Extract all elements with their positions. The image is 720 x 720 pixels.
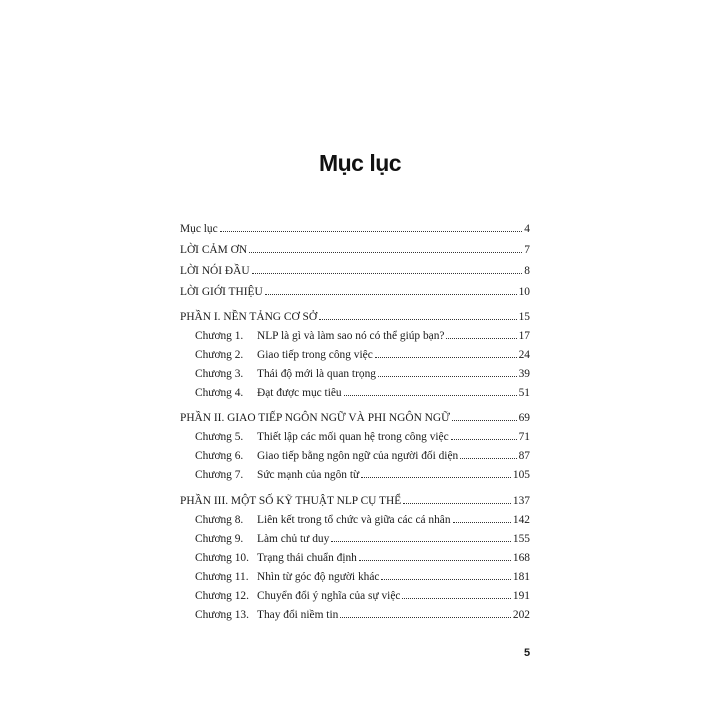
dot-leader bbox=[403, 499, 511, 504]
page-number: 5 bbox=[524, 647, 531, 659]
entry-page-number: 191 bbox=[512, 590, 530, 602]
toc-chapter-entry bbox=[195, 603, 530, 621]
entry-page-number: 202 bbox=[512, 609, 530, 621]
chapter-number: Chương 12. bbox=[195, 590, 249, 602]
entry-title: PHẦN III. MỘT SỐ KỸ THUẬT NLP CỤ THỂ bbox=[180, 495, 402, 507]
dot-leader bbox=[381, 575, 510, 580]
entry-title: Sức mạnh của ngôn từ bbox=[257, 469, 360, 481]
dot-leader bbox=[319, 315, 516, 320]
dot-leader bbox=[451, 435, 517, 440]
chapter-number: Chương 11. bbox=[195, 571, 249, 583]
dot-leader bbox=[452, 416, 517, 421]
chapter-number: Chương 1. bbox=[195, 330, 244, 342]
entry-page-number: 142 bbox=[512, 514, 530, 526]
entry-page-number: 168 bbox=[512, 552, 530, 564]
entry-title: Giao tiếp bằng ngôn ngữ của người đối diện bbox=[257, 450, 459, 462]
chapter-number: Chương 4. bbox=[195, 387, 244, 399]
dot-leader bbox=[331, 537, 511, 542]
entry-page-number: 7 bbox=[524, 244, 530, 256]
entry-title: LỜI GIỚI THIỆU bbox=[180, 286, 263, 298]
toc-entry bbox=[180, 280, 530, 298]
dot-leader bbox=[446, 334, 516, 339]
entry-page-number: 39 bbox=[518, 368, 530, 380]
entry-page-number: 71 bbox=[518, 431, 530, 443]
toc-entry bbox=[180, 259, 530, 277]
entry-page-number: 137 bbox=[512, 495, 530, 507]
toc-part-entry bbox=[180, 305, 530, 323]
toc-chapter-entry bbox=[195, 381, 530, 399]
chapter-number: Chương 7. bbox=[195, 469, 244, 481]
entry-page-number: 105 bbox=[512, 469, 530, 481]
page-title: Mục lục bbox=[318, 150, 402, 176]
dot-leader bbox=[402, 594, 510, 599]
chapter-number: Chương 3. bbox=[195, 368, 244, 380]
entry-title: Đạt được mục tiêu bbox=[257, 387, 342, 399]
entry-title: LỜI CẢM ƠN bbox=[180, 244, 248, 256]
dot-leader bbox=[359, 556, 511, 561]
chapter-number: Chương 9. bbox=[195, 533, 244, 545]
entry-page-number: 69 bbox=[518, 412, 530, 424]
entry-page-number: 155 bbox=[512, 533, 530, 545]
chapter-number: Chương 5. bbox=[195, 431, 244, 443]
entry-page-number: 4 bbox=[524, 223, 530, 235]
toc-entry bbox=[180, 238, 530, 256]
dot-leader bbox=[344, 391, 517, 396]
toc-chapter-entry bbox=[195, 444, 530, 462]
table-of-contents bbox=[180, 0, 530, 720]
entry-page-number: 87 bbox=[518, 450, 530, 462]
toc-chapter-entry bbox=[195, 463, 530, 481]
entry-title: Làm chủ tư duy bbox=[257, 533, 330, 545]
chapter-number: Chương 6. bbox=[195, 450, 244, 462]
dot-leader bbox=[265, 290, 517, 295]
entry-title: Mục lục bbox=[180, 223, 218, 235]
entry-page-number: 181 bbox=[512, 571, 530, 583]
entry-title: NLP là gì và làm sao nó có thể giúp bạn? bbox=[257, 330, 445, 342]
entry-page-number: 8 bbox=[524, 265, 530, 277]
toc-chapter-entry bbox=[195, 324, 530, 342]
dot-leader bbox=[220, 227, 523, 232]
entry-title: Chuyển đổi ý nghĩa của sự việc bbox=[257, 590, 401, 602]
chapter-number: Chương 13. bbox=[195, 609, 249, 621]
entry-page-number: 51 bbox=[518, 387, 530, 399]
entry-page-number: 10 bbox=[518, 286, 530, 298]
dot-leader bbox=[361, 473, 511, 478]
toc-chapter-entry bbox=[195, 565, 530, 583]
entry-page-number: 24 bbox=[518, 349, 530, 361]
entry-title: Thái độ mới là quan trọng bbox=[257, 368, 376, 380]
toc-chapter-entry bbox=[195, 527, 530, 545]
entry-title: Thay đổi niềm tin bbox=[257, 609, 339, 621]
entry-title: PHẦN I. NỀN TẢNG CƠ SỞ bbox=[180, 311, 318, 323]
dot-leader bbox=[340, 613, 511, 618]
entry-page-number: 15 bbox=[518, 311, 530, 323]
toc-part-entry bbox=[180, 406, 530, 424]
entry-page-number: 17 bbox=[518, 330, 530, 342]
toc-chapter-entry bbox=[195, 584, 530, 602]
chapter-number: Chương 10. bbox=[195, 552, 249, 564]
toc-chapter-entry bbox=[195, 508, 530, 526]
dot-leader bbox=[375, 353, 517, 358]
entry-title: Nhìn từ góc độ người khác bbox=[257, 571, 380, 583]
entry-title: LỜI NÓI ĐẦU bbox=[180, 265, 250, 277]
entry-title: Giao tiếp trong công việc bbox=[257, 349, 373, 361]
toc-entry bbox=[180, 217, 530, 235]
toc-chapter-entry bbox=[195, 425, 530, 443]
chapter-number: Chương 2. bbox=[195, 349, 244, 361]
chapter-number: Chương 8. bbox=[195, 514, 244, 526]
dot-leader bbox=[249, 248, 522, 253]
toc-chapter-entry bbox=[195, 362, 530, 380]
dot-leader bbox=[252, 269, 523, 274]
dot-leader bbox=[460, 454, 516, 459]
entry-title: PHẦN II. GIAO TIẾP NGÔN NGỮ VÀ PHI NGÔN NGỮ bbox=[180, 412, 450, 424]
toc-chapter-entry bbox=[195, 343, 530, 361]
entry-title: Liên kết trong tổ chức và giữa các cá nhân bbox=[257, 514, 451, 526]
entry-title: Trạng thái chuẩn định bbox=[257, 552, 357, 564]
dot-leader bbox=[453, 518, 511, 523]
toc-part-entry bbox=[180, 489, 530, 507]
entry-title: Thiết lập các mối quan hệ trong công việc bbox=[257, 431, 449, 443]
toc-chapter-entry bbox=[195, 546, 530, 564]
dot-leader bbox=[378, 372, 517, 377]
